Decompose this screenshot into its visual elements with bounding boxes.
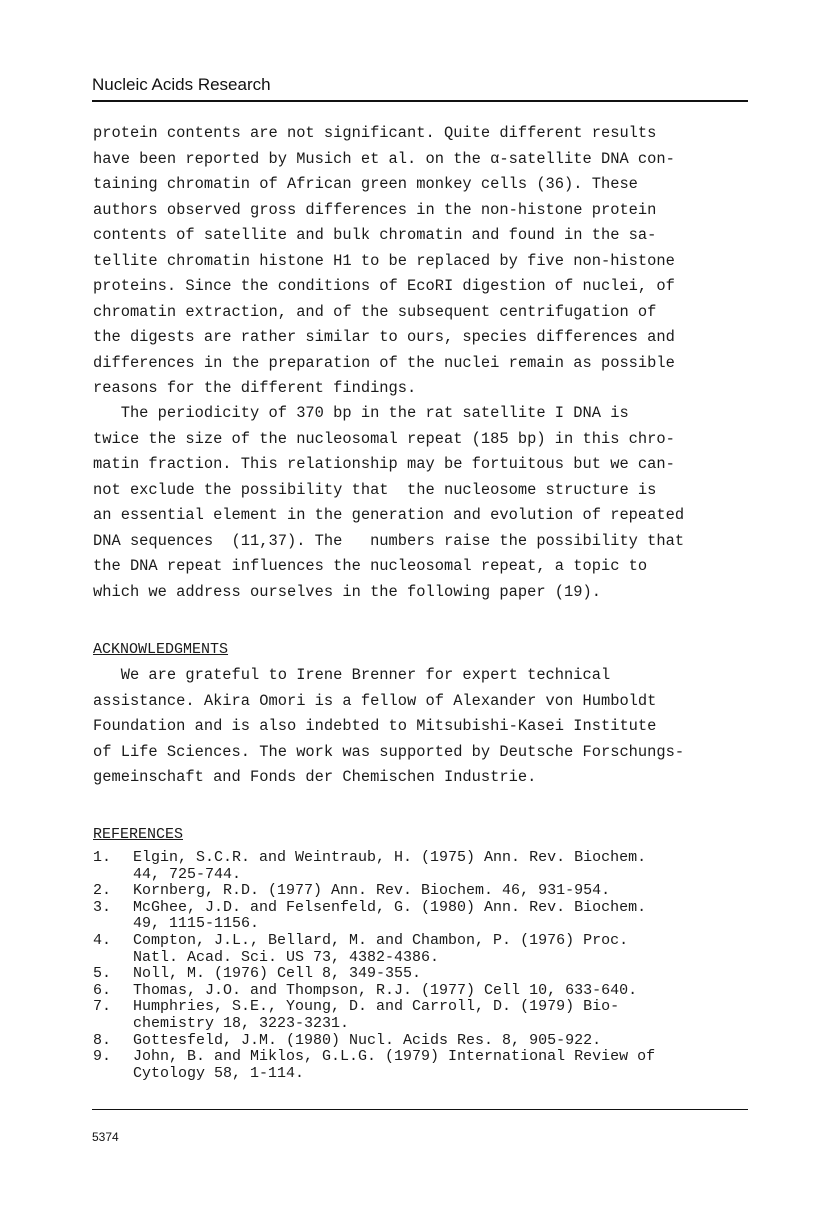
text-line: matin fraction. This relationship may be fortuitous but we can- (93, 455, 675, 473)
reference-number: 6. (93, 981, 112, 999)
footer-rule (92, 1109, 748, 1110)
text-line: the DNA repeat influences the nucleosomal repeat, a topic to (93, 557, 648, 575)
reference-line: chemistry 18, 3223-3231. (133, 1014, 350, 1032)
reference-item (93, 850, 753, 883)
text-line: proteins. Since the conditions of EcoRI digestion of nuclei, of (93, 277, 675, 295)
acknowledgments-body (93, 663, 753, 791)
text-line: twice the size of the nucleosomal repeat (185 bp) in this chro- (93, 429, 675, 448)
reference-item (93, 883, 753, 900)
paragraph-2 (93, 401, 753, 605)
text-line: authors observed gross differences in the non-histone protein (93, 200, 657, 219)
text-line: tellite chromatin histone H1 to be replaced by five non-histone (93, 251, 675, 270)
reference-line: Natl. Acad. Sci. US 73, 4382-4386. (133, 948, 440, 966)
text-line: Foundation and is also indebted to Mitsubishi-Kasei Institute (93, 717, 657, 735)
reference-line: Kornberg, R.D. (1977) Ann. Rev. Biochem. 46, 931-954. (133, 882, 611, 900)
text-line: taining chromatin of African green monkey cells (36). These (93, 175, 638, 193)
text-line: gemeinschaft and Fonds der Chemischen Industrie. (93, 768, 537, 786)
reference-item (93, 1033, 753, 1050)
reference-line: Compton, J.L., Bellard, M. and Chambon, P. (1976) Proc. (133, 931, 629, 949)
text-line: assistance. Akira Omori is a fellow of Alexander von Humboldt (93, 691, 657, 710)
reference-item (93, 900, 753, 933)
text-line: protein contents are not significant. Quite different results (93, 124, 657, 142)
text-line: chromatin extraction, and of the subsequent centrifugation of (93, 302, 657, 321)
text-line: differences in the preparation of the nuclei remain as possible (93, 353, 675, 372)
reference-line: Noll, M. (1976) Cell 8, 349-355. (133, 965, 422, 983)
paragraph-1 (93, 121, 753, 402)
reference-number: 4. (93, 931, 112, 949)
text-line: the digests are rather similar to ours, species differences and (93, 328, 675, 346)
header-rule (92, 100, 748, 102)
text-line: The periodicity of 370 bp in the rat satellite I DNA is (93, 404, 629, 422)
reference-line: 44, 725-744. (133, 865, 242, 883)
reference-list (93, 850, 753, 1082)
acknowledgments-heading: ACKNOWLEDGMENTS (93, 641, 229, 658)
journal-header: Nucleic Acids Research (92, 75, 271, 94)
references-heading: REFERENCES (93, 826, 184, 843)
reference-item (93, 1049, 753, 1082)
text-line: not exclude the possibility that the nucleosome structure is (93, 480, 657, 499)
reference-number: 5. (93, 965, 112, 983)
page-number: 5374 (92, 1130, 119, 1144)
reference-number: 9. (93, 1048, 112, 1066)
reference-line: Cytology 58, 1-114. (133, 1064, 305, 1082)
reference-line: Thomas, J.O. and Thompson, R.J. (1977) Cell 10, 633-640. (133, 981, 638, 999)
reference-item (93, 966, 753, 983)
reference-number: 7. (93, 998, 112, 1016)
text-line: have been reported by Musich et al. on the α-satellite DNA con- (93, 149, 675, 168)
reference-number: 1. (93, 849, 112, 866)
reference-line: 49, 1115-1156. (133, 915, 260, 933)
text-line: an essential element in the generation and evolution of repeated (93, 506, 685, 524)
reference-number: 2. (93, 882, 112, 900)
reference-item (93, 983, 753, 1000)
reference-line: Gottesfeld, J.M. (1980) Nucl. Acids Res. 8, 905-922. (133, 1031, 602, 1049)
reference-line: Humphries, S.E., Young, D. and Carroll, D. (1979) Bio- (133, 998, 620, 1016)
text-line: reasons for the different findings. (93, 379, 417, 397)
text-line: of Life Sciences. The work was supported by Deutsche Forschungs- (93, 742, 685, 761)
reference-item (93, 933, 753, 966)
text-line: We are grateful to Irene Brenner for expert technical (93, 666, 611, 684)
reference-line: John, B. and Miklos, G.L.G. (1979) International Review of (133, 1048, 656, 1066)
reference-line: McGhee, J.D. and Felsenfeld, G. (1980) Ann. Rev. Biochem. (133, 898, 647, 916)
text-line: which we address ourselves in the following paper (19). (93, 582, 601, 601)
reference-line: Elgin, S.C.R. and Weintraub, H. (1975) Ann. Rev. Biochem. (133, 849, 647, 866)
reference-number: 8. (93, 1031, 112, 1049)
text-line: DNA sequences (11,37). The numbers raise the possibility that (93, 531, 685, 550)
text-line: contents of satellite and bulk chromatin and found in the sa- (93, 226, 657, 244)
reference-item (93, 999, 753, 1032)
reference-number: 3. (93, 898, 112, 916)
